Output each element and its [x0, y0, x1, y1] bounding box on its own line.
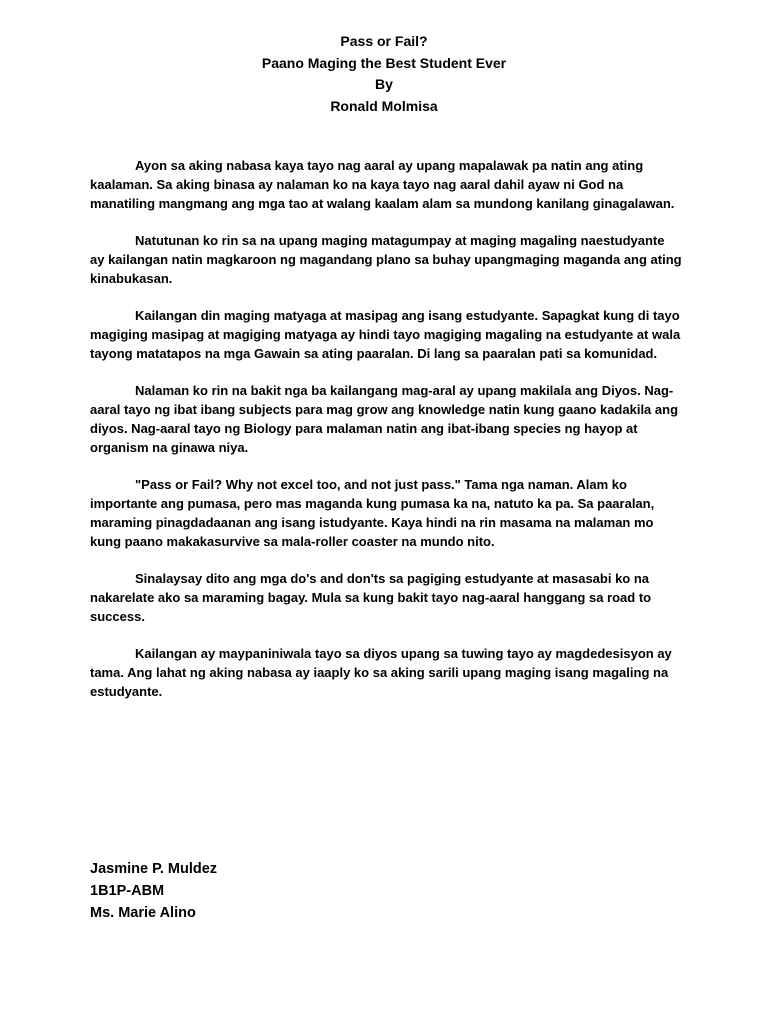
title-block	[0, 31, 768, 117]
paragraph-6: Sinalaysay dito ang mga do's and don'ts sa pagiging estudyante at masasabi ko na nakarelate ako sa maraming bagay. Mula sa kung bakit tayo nag-aaral hanggang sa road to success.	[90, 571, 652, 624]
paragraph-3: Kailangan din maging matyaga at masipag ang isang estudyante. Sapagkat kung di tayo magiging masipag at magiging matyaga ay hindi tayo magiging magaling na estudyante at wala tayong matatapos na mga Gawain sa ating paaralan. Di lang sa paaralan pati sa komunidad.	[90, 308, 681, 361]
title-line-3: By	[375, 76, 393, 92]
title-line-2: Paano Maging the Best Student Ever	[261, 54, 507, 71]
teacher-name: Ms. Marie Alino	[90, 905, 196, 921]
title-line-1: Pass or Fail?	[340, 33, 428, 49]
paragraph-2: Natutunan ko rin sa na upang maging matagumpay at maging magaling naestudyante ay kailangan natin magkaroon ng magandang plano sa buhay upangmaging maganda ang ating kinabukasan.	[90, 233, 682, 286]
paragraph-1: Ayon sa aking nabasa kaya tayo nag aaral ay upang mapalawak pa natin ang ating kaalaman. Sa aking binasa ay nalaman ko na kaya tayo nag aaral dahil ayaw ni God na manatiling mangmang ang mga tao at walang kaalam alam sa mundong kanilang ginagalawan.	[90, 158, 675, 211]
student-name: Jasmine P. Muldez	[90, 861, 218, 877]
signature-block	[90, 858, 217, 924]
body-text	[90, 156, 682, 719]
paragraph-5: "Pass or Fail? Why not excel too, and not just pass." Tama nga naman. Alam ko importante ang pumasa, pero mas maganda kung pumasa ka na, natuto ka pa. Sa paaralan, maraming pinagdadaanan ang isang istudyante. Kaya hindi na rin masama na malaman mo kung paano makakasurvive sa mala-roller coaster na mundo nito.	[90, 477, 655, 549]
author-name: Ronald Molmisa	[330, 97, 438, 114]
paragraph-7: Kailangan ay maypaniniwala tayo sa diyos upang sa tuwing tayo ay magdedesisyon ay tama. Ang lahat ng aking nabasa ay iaaply ko sa aking sarili upang maging isang magaling na estudyante.	[90, 646, 672, 699]
student-section: 1B1P-ABM	[90, 883, 165, 899]
paragraph-4: Nalaman ko rin na bakit nga ba kailangang mag-aral ay upang makilala ang Diyos. Nag-aaral tayo ng ibat ibang subjects para mag grow ang knowledge natin kung gaano kadakila ang diyos. Nag-aaral tayo ng Biology para malaman natin ang ibat-ibang species ng hayop at organism na ginawa niya.	[90, 383, 679, 455]
